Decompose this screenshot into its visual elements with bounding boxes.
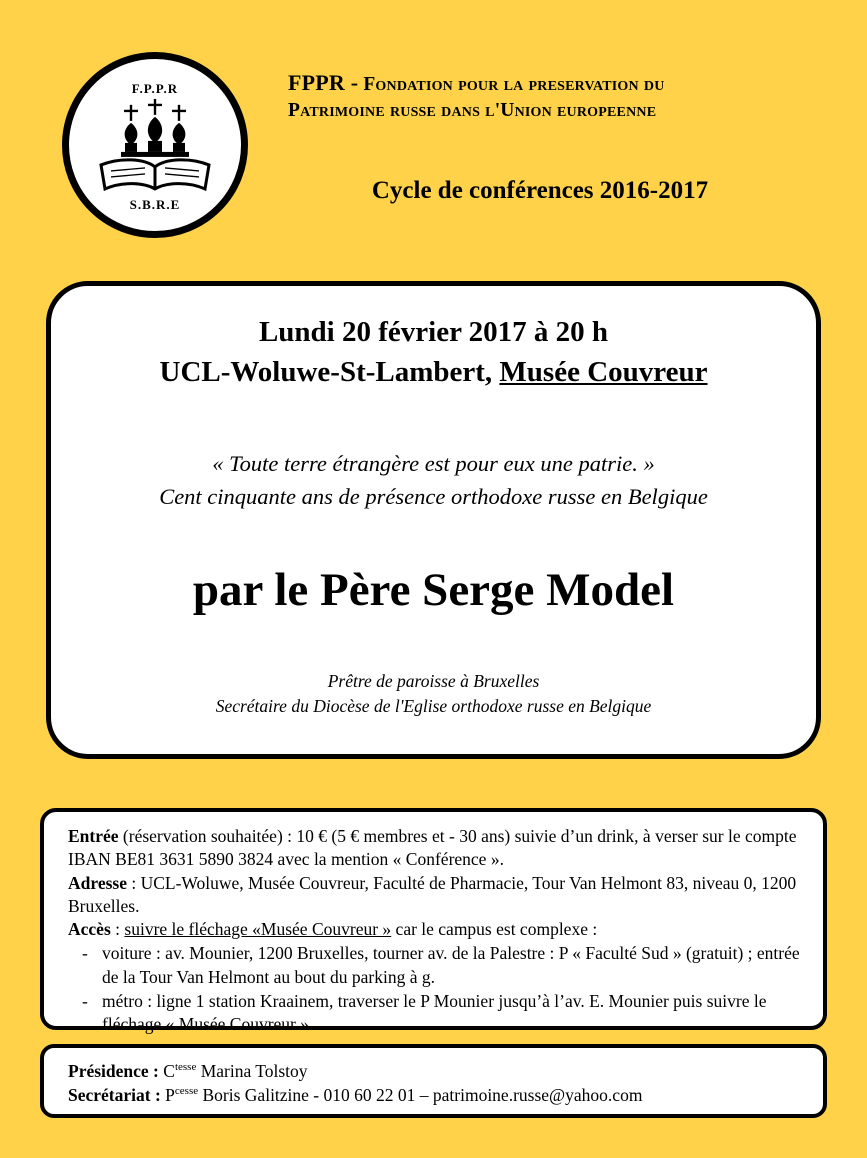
event-main-panel: [46, 281, 821, 759]
info-acces-prefix: :: [110, 919, 125, 940]
footer-secretariat-title-sup: cesse: [174, 1085, 199, 1098]
info-acces-label: Accès: [68, 919, 111, 940]
event-venue: [51, 352, 816, 392]
footer-secretariat-name: Boris Galitzine - 010 60 22 01 – patrimoine.russe@yahoo.com: [198, 1085, 643, 1106]
event-date: Lundi 20 février 2017 à 20 h: [258, 316, 609, 348]
footer-presidence-name: Marina Tolstoy: [196, 1061, 308, 1081]
footer-presidence: [68, 1059, 801, 1083]
info-acces-underlined: suivre le fléchage «Musée Couvreur »: [124, 919, 392, 940]
footer-secretariat: [68, 1083, 801, 1107]
logo-top-text: F.P.P.R: [131, 81, 179, 96]
organization-abbreviation: FPPR -: [288, 70, 359, 95]
footer-presidence-title: C: [163, 1061, 175, 1081]
event-venue-name: Musée Couvreur: [499, 356, 708, 389]
event-venue-prefix: UCL-Woluwe-St-Lambert,: [159, 356, 500, 389]
speaker-role-line2: Secrétaire du Diocèse de l'Eglise orthodoxe russe en Belgique: [215, 696, 652, 717]
info-adresse-label: Adresse: [68, 872, 127, 893]
contact-panel: [40, 1044, 827, 1118]
event-quote-line1: « Toute terre étrangère est pour eux une patrie. »: [212, 451, 655, 477]
info-adresse-text: : UCL-Woluwe, Musée Couvreur, Faculté de Pharmacie, Tour Van Helmont 83, niveau 0, 1200 Bruxelles.: [68, 872, 797, 916]
list-item: - voiture : av. Mounier, 1200 Bruxelles, tourner av. de la Palestre : P « Faculté Sud » (gratuit) ; entrée de la Tour Van Helmont au bout du parking à g.: [68, 942, 801, 989]
poster-header: [0, 32, 867, 232]
info-entree-text: (réservation souhaitée) : 10 € (5 € membres et - 30 ans) suivie d’un drink, à verser sur le compte IBAN BE81 3631 5890 3824 avec la mention « Conférence ».: [68, 826, 797, 870]
organization-title: [288, 68, 828, 125]
info-acces-suffix: car le campus est complexe :: [391, 919, 598, 940]
list-item: - métro : ligne 1 station Kraainem, traverser le P Mounier jusqu’à l’av. E. Mounier puis suivre le fléchage « Musée Couvreur ».: [68, 990, 801, 1037]
conference-cycle-title: Cycle de conférences 2016-2017: [371, 177, 709, 204]
info-entree-label: Entrée: [68, 826, 119, 846]
footer-presidence-label: Présidence :: [68, 1061, 159, 1081]
organization-name-line1: Fondation pour la preservation du: [363, 74, 665, 95]
info-entree: [68, 825, 801, 872]
event-quote: [51, 448, 816, 513]
footer-presidence-title-sup: tesse: [174, 1061, 197, 1074]
footer-secretariat-label: Secrétariat :: [68, 1085, 161, 1106]
event-datetime-block: [51, 312, 816, 392]
info-adresse: [68, 872, 801, 919]
practical-info-panel: [40, 808, 827, 1035]
event-quote-line2: Cent cinquante ans de présence orthodoxe russe en Belgique: [159, 483, 708, 509]
fppr-logo: [62, 52, 248, 238]
speaker-role-line1: Prêtre de paroisse à Bruxelles: [327, 671, 540, 692]
info-access-list: [68, 942, 801, 1036]
info-acces: [68, 918, 801, 941]
event-speaker: par le Père Serge Model: [192, 564, 675, 617]
footer-secretariat-title: P: [165, 1085, 175, 1106]
organization-name-line2: Patrimoine russe dans l'Union europeenne: [288, 100, 657, 122]
event-speaker-roles: [51, 669, 816, 719]
logo-bottom-text: S.B.R.E: [129, 197, 181, 212]
